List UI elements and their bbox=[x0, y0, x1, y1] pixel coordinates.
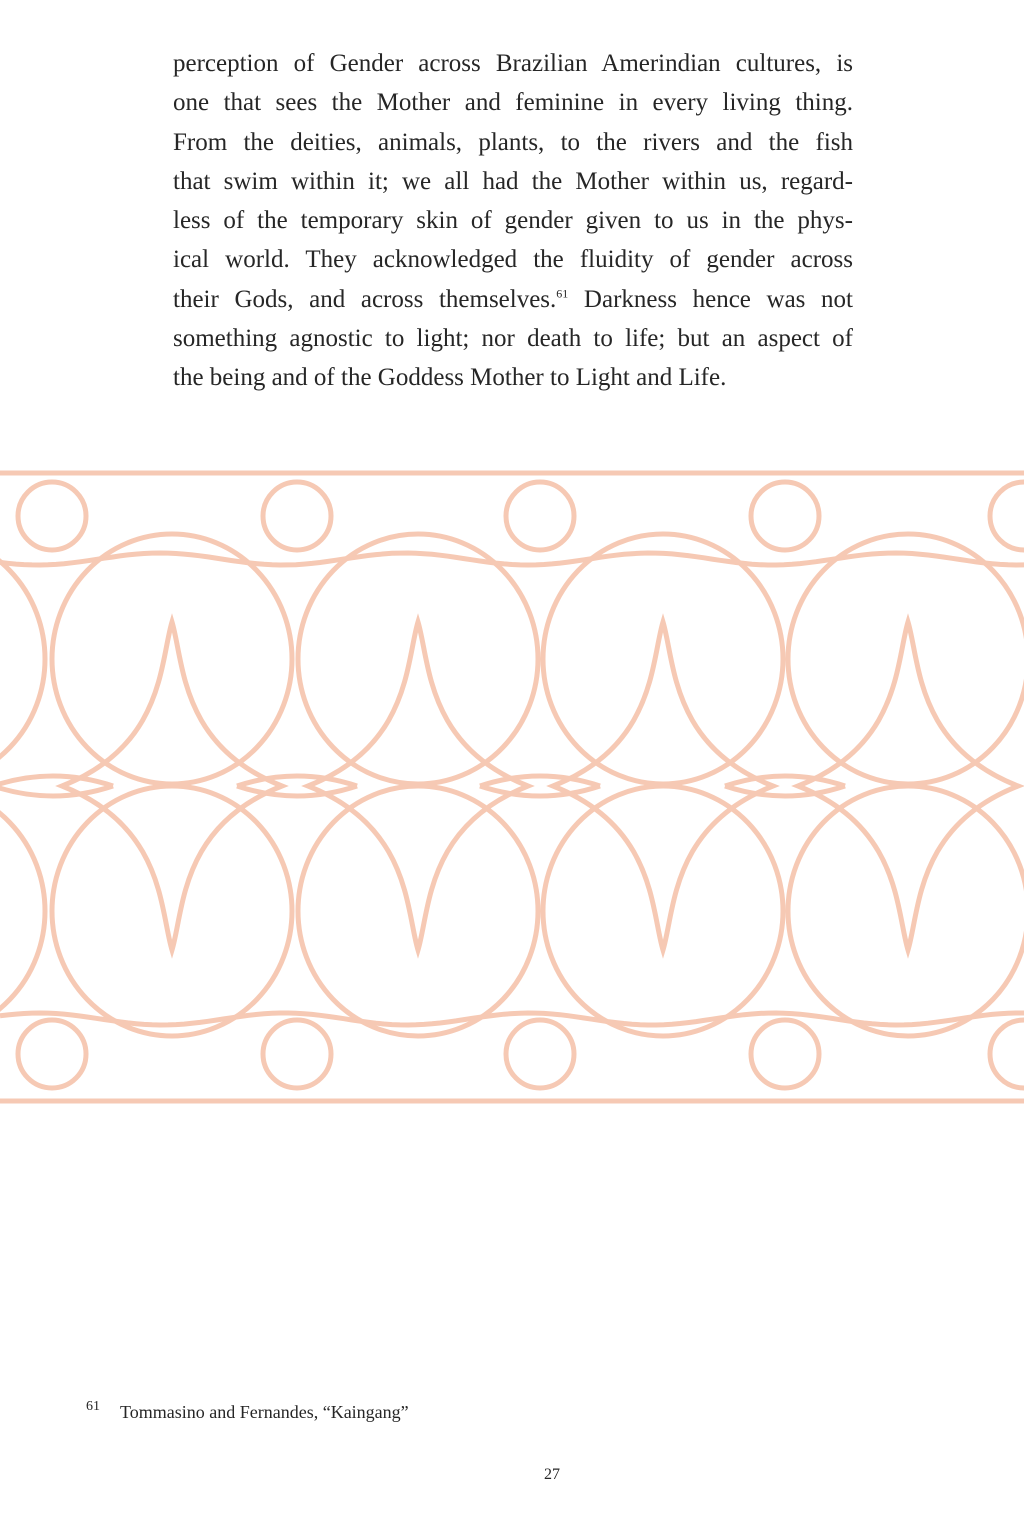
ornament-loop bbox=[506, 1020, 574, 1088]
ornament-connector bbox=[0, 786, 113, 796]
footnote-reference[interactable]: 61 bbox=[556, 286, 569, 301]
ornament-oval bbox=[52, 786, 292, 1036]
ornament-oval bbox=[298, 534, 538, 784]
ornament-loop bbox=[751, 1020, 819, 1088]
body-line: perception of Gender across Brazilian Amerindian cultures, is bbox=[173, 50, 853, 77]
ornament-oval bbox=[0, 786, 45, 1036]
ornament-connector bbox=[725, 776, 845, 786]
ornament-wave bbox=[0, 553, 1024, 565]
body-line-text: Darkness hence was not bbox=[568, 285, 853, 313]
ornament-oval bbox=[788, 534, 1024, 784]
body-line: one that sees the Mother and feminine in every living thing. bbox=[173, 89, 853, 117]
ornament-oval bbox=[298, 786, 538, 1036]
body-line-text: their Gods, and across themselves. bbox=[173, 285, 557, 313]
ornament-wave bbox=[0, 1013, 1024, 1025]
ornament-connector bbox=[237, 776, 357, 786]
footnote-text: Tommasino and Fernandes, “Kaingang” bbox=[120, 1402, 409, 1422]
ornament-oval bbox=[543, 786, 783, 1036]
ornament-connector bbox=[480, 786, 600, 796]
ornament-loop bbox=[751, 482, 819, 550]
ornament-connector bbox=[480, 776, 600, 786]
ornament-connector bbox=[237, 786, 357, 796]
ornament-oval bbox=[788, 786, 1024, 1036]
body-paragraph bbox=[173, 44, 853, 398]
ornament-loop bbox=[263, 1020, 331, 1088]
footnote-number: 61 bbox=[86, 1399, 100, 1414]
ornament-loop bbox=[990, 482, 1024, 550]
body-line: less of the temporary skin of gender given to us in the phys- bbox=[173, 207, 853, 235]
page-number: 27 bbox=[544, 1466, 560, 1483]
ornament-loop bbox=[18, 1020, 86, 1088]
body-line: ical world. They acknowledged the fluidity of gender across bbox=[173, 246, 853, 274]
ornament-oval bbox=[52, 534, 292, 784]
ornament-loop bbox=[990, 1020, 1024, 1088]
ornament-loop bbox=[263, 482, 331, 550]
ornament-connector bbox=[0, 776, 113, 786]
body-line: the being and of the Goddess Mother to Light and Life. bbox=[173, 364, 727, 392]
body-line: something agnostic to light; nor death to life; but an aspect of bbox=[173, 325, 853, 353]
body-line-with-footnote-ref bbox=[173, 280, 853, 319]
body-line: From the deities, animals, plants, to the rivers and the fish bbox=[173, 128, 853, 156]
decorative-ornament-band bbox=[0, 466, 1024, 1110]
body-line: that swim within it; we all had the Mother within us, regard- bbox=[173, 167, 853, 195]
ornament-oval bbox=[0, 534, 45, 784]
ornament-loop bbox=[18, 482, 86, 550]
ornament-connector bbox=[725, 786, 845, 796]
ornament-loop bbox=[506, 482, 574, 550]
ornament-oval bbox=[543, 534, 783, 784]
